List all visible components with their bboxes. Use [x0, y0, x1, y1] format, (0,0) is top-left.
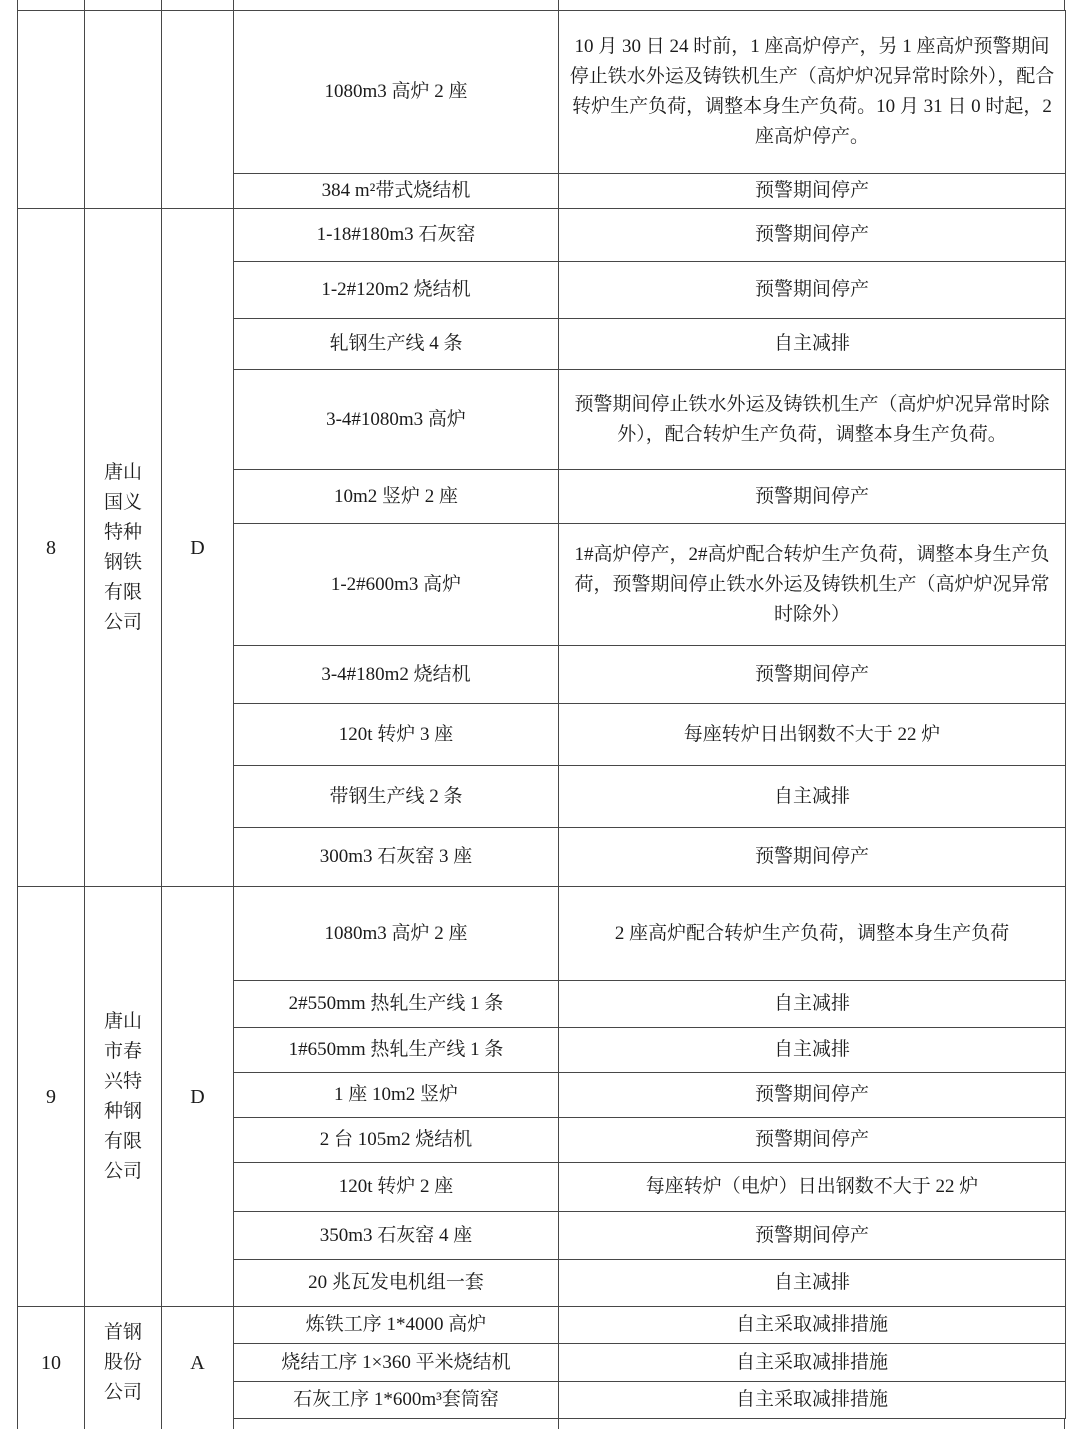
grid-line-stub	[161, 1418, 162, 1429]
equipment-cell: 3-4#180m2 烧结机	[234, 646, 559, 704]
grid-line-stub	[84, 0, 85, 10]
equipment-cell: 10m2 竖炉 2 座	[234, 470, 559, 524]
serial-number-cell	[18, 11, 85, 209]
measure-cell: 自主减排	[559, 1028, 1066, 1073]
serial-number-cell: 9	[18, 887, 85, 1307]
measure-cell: 10 月 30 日 24 时前，1 座高炉停产，另 1 座高炉预警期间停止铁水外运及铸铁机生产（高炉炉况异常时除外），配合转炉生产负荷，调整本身生产负荷。10 月 31 日 0 时起，2 座高炉停产。	[559, 11, 1066, 174]
grid-line-stub	[558, 1418, 559, 1429]
grid-line-stub	[84, 1418, 85, 1429]
performance-grade-cell: D	[162, 209, 234, 887]
measure-cell: 自主采取减排措施	[559, 1344, 1066, 1382]
table-row	[18, 209, 1066, 262]
measure-cell: 预警期间停产	[559, 262, 1066, 319]
equipment-cell: 石灰工序 1*600m³套筒窑	[234, 1382, 559, 1419]
equipment-cell: 2#550mm 热轧生产线 1 条	[234, 981, 559, 1028]
equipment-cell: 350m3 石灰窑 4 座	[234, 1212, 559, 1260]
grid-line-stub	[161, 0, 162, 10]
equipment-cell: 1-2#600m3 高炉	[234, 524, 559, 646]
equipment-cell: 轧钢生产线 4 条	[234, 319, 559, 370]
measure-cell: 自主减排	[559, 1260, 1066, 1307]
equipment-cell: 20 兆瓦发电机组一套	[234, 1260, 559, 1307]
measure-cell: 自主减排	[559, 319, 1066, 370]
equipment-cell: 炼铁工序 1*4000 高炉	[234, 1307, 559, 1344]
performance-grade-cell: A	[162, 1307, 234, 1419]
grid-line-stub	[1064, 1418, 1065, 1429]
equipment-cell: 1-2#120m2 烧结机	[234, 262, 559, 319]
measure-cell: 每座转炉（电炉）日出钢数不大于 22 炉	[559, 1163, 1066, 1212]
table-row	[18, 11, 1066, 174]
equipment-cell: 384 m²带式烧结机	[234, 174, 559, 209]
measure-cell: 自主采取减排措施	[559, 1382, 1066, 1419]
measure-cell: 预警期间停产	[559, 470, 1066, 524]
equipment-cell: 1 座 10m2 竖炉	[234, 1073, 559, 1118]
grid-line-stub	[233, 0, 234, 10]
measure-cell: 预警期间停产	[559, 174, 1066, 209]
equipment-cell: 120t 转炉 2 座	[234, 1163, 559, 1212]
company-name-cell: 首钢股份公司	[85, 1307, 162, 1419]
measure-cell: 自主采取减排措施	[559, 1307, 1066, 1344]
grid-line-stub	[17, 1418, 18, 1429]
equipment-cell: 120t 转炉 3 座	[234, 704, 559, 766]
measure-cell: 每座转炉日出钢数不大于 22 炉	[559, 704, 1066, 766]
table-row	[18, 887, 1066, 981]
equipment-cell: 1080m3 高炉 2 座	[234, 887, 559, 981]
grid-line-stub	[17, 0, 18, 10]
grid-line-stub	[1064, 0, 1065, 10]
measure-cell: 预警期间停产	[559, 646, 1066, 704]
company-name-cell: 唐山市春兴特种钢有限公司	[85, 887, 162, 1307]
measure-cell: 预警期间停产	[559, 828, 1066, 887]
equipment-cell: 1-18#180m3 石灰窑	[234, 209, 559, 262]
measure-cell: 预警期间停产	[559, 209, 1066, 262]
measure-cell: 预警期间停产	[559, 1212, 1066, 1260]
grid-line-stub	[558, 0, 559, 10]
equipment-cell: 带钢生产线 2 条	[234, 766, 559, 828]
equipment-cell: 1080m3 高炉 2 座	[234, 11, 559, 174]
equipment-cell: 2 台 105m2 烧结机	[234, 1118, 559, 1163]
grid-line-stub	[233, 1418, 234, 1429]
measure-cell: 预警期间停产	[559, 1118, 1066, 1163]
company-name-cell: 唐山国义特种钢铁有限公司	[85, 209, 162, 887]
performance-grade-cell: D	[162, 887, 234, 1307]
measure-cell: 自主减排	[559, 981, 1066, 1028]
measure-cell: 2 座高炉配合转炉生产负荷，调整本身生产负荷	[559, 887, 1066, 981]
equipment-cell: 1#650mm 热轧生产线 1 条	[234, 1028, 559, 1073]
serial-number-cell: 10	[18, 1307, 85, 1419]
measure-cell: 1#高炉停产，2#高炉配合转炉生产负荷，调整本身生产负荷，预警期间停止铁水外运及铸铁机生产（高炉炉况异常时除外）	[559, 524, 1066, 646]
equipment-cell: 烧结工序 1×360 平米烧结机	[234, 1344, 559, 1382]
table-row	[18, 1307, 1066, 1344]
measure-cell: 自主减排	[559, 766, 1066, 828]
equipment-cell: 300m3 石灰窑 3 座	[234, 828, 559, 887]
company-name-cell	[85, 11, 162, 209]
equipment-cell: 3-4#1080m3 高炉	[234, 370, 559, 470]
measure-cell: 预警期间停止铁水外运及铸铁机生产（高炉炉况异常时除外），配合转炉生产负荷，调整本身生产负荷。	[559, 370, 1066, 470]
emission-reduction-measures-table	[17, 10, 1066, 1419]
serial-number-cell: 8	[18, 209, 85, 887]
performance-grade-cell	[162, 11, 234, 209]
measure-cell: 预警期间停产	[559, 1073, 1066, 1118]
